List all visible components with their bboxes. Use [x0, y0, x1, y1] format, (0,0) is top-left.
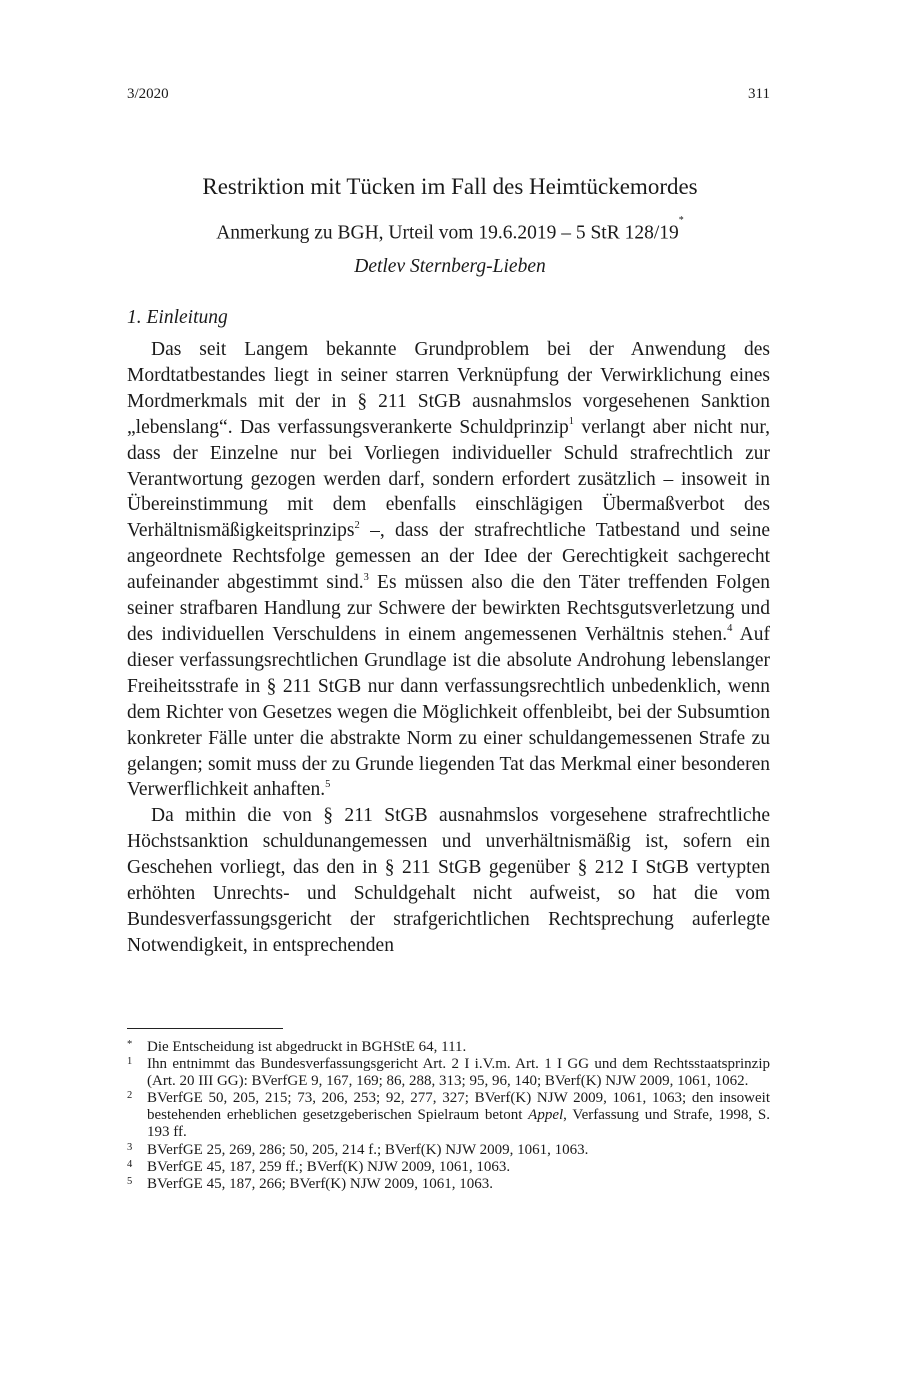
article-title: Restriktion mit Tücken im Fall des Heimtückemordes: [202, 174, 698, 199]
footnote-mark: 1: [127, 1056, 133, 1068]
subtitle-footnote-mark: *: [678, 215, 684, 226]
footnote: [127, 1056, 770, 1090]
footnote-text: Die Entscheidung ist abgedruckt in BGHStE 64, 111.: [147, 1039, 467, 1055]
author-name: Detlev Sternberg-Lieben: [354, 256, 546, 277]
running-head: [127, 86, 770, 106]
footnote-text: BVerfGE 45, 187, 266; BVerf(K) NJW 2009, 1061, 1063.: [147, 1175, 493, 1192]
footnote-text: BVerfGE 45, 187, 259 ff.; BVerf(K) NJW 2009, 1061, 1063.: [147, 1158, 511, 1175]
footnote: [127, 1176, 770, 1193]
p1-segment: verlangt aber nicht nur, dass der Einzelne nur bei Vorliegen individueller Schuld strafrechtlich zur Verantwortung gezogen werden darf, sondern erfordert zusätzlich – insoweit in Übereinstimmung mit dem ebenfalls einschlägigen Übermaßverbot des Verhältnismäßigkeitsprinzips: [127, 416, 770, 542]
page-number: 311: [748, 86, 770, 102]
p1-segment: –, dass der strafrechtliche Tatbestand und seine angeordnete Rechtsfolge gemessen an der Idee der Gerechtigkeit sachgerecht aufeinander abgestimmt sind.: [127, 520, 770, 594]
footnote-mark: 4: [127, 1158, 133, 1170]
footnote: [127, 1039, 770, 1056]
p1-segment: Auf dieser verfassungsrechtlichen Grundlage ist die absolute Androhung lebenslanger Freiheitsstrafe in § 211 StGB nur dann verfassungsrechtlich unbedenklich, wenn dem Richter von Gesetzes wegen die Möglichkeit offenbleibt, bei der Subsumtion konkreter Fälle unter die abstrakte Norm zu einer schuldangemessenen Strafe zu gelangen; somit muss der zu Grunde liegenden Tat das Merkmal einer besonderen Verwerflichkeit anhaften.: [127, 623, 771, 801]
article-subtitle: [100, 216, 800, 247]
footnote-text: Ihn entnimmt das Bundesverfassungsgericht Art. 2 I i.V.m. Art. 1 I GG und dem Rechtsstaatsprinzip (Art. 20 III GG): BVerfGE 9, 167, 169; 86, 288, 313; 95, 96, 140; BVerf(K) NJW 2009, 1061, 1062.: [147, 1056, 770, 1090]
paragraph-1: [127, 337, 770, 803]
footnote-text: , Verfassung und Strafe, 1998, S. 193 ff.: [147, 1107, 770, 1141]
footnote-rule: [127, 1028, 283, 1029]
section-heading: 1. Einleitung: [127, 307, 228, 328]
footnote-ref-2: 2: [354, 519, 360, 531]
footnote-mark: 5: [127, 1175, 133, 1187]
issue-number: 3/2020: [127, 86, 169, 102]
footnote-text: BVerfGE 25, 269, 286; 50, 205, 214 f.; BVerf(K) NJW 2009, 1061, 1063.: [147, 1141, 589, 1158]
footnote-ref-4: 4: [727, 623, 733, 635]
paragraph-2: Da mithin die von § 211 StGB ausnahmslos vorgesehene strafrechtliche Höchstsanktion schuldunangemessen und unverhältnismäßig ist, sofern ein Geschehen vorliegt, das den in § 211 StGB gegenüber § 212 I StGB vertypten erhöhten Unrechts- und Schuldgehalt nicht aufweist, so hat die vom Bundesverfassungsgericht der strafgerichtlichen Rechtsprechung auferlegte Notwendigkeit, in entsprechenden: [127, 805, 770, 956]
subtitle-text: Anmerkung zu BGH, Urteil vom 19.6.2019 – 5 StR 128/19: [216, 222, 679, 244]
footnote-ref-5: 5: [325, 778, 331, 790]
footnote: [127, 1090, 770, 1141]
footnote-text: BVerfGE 50, 205, 215; 73, 206, 253; 92, 277, 327; BVerf(K) NJW 2009, 1061, 1063; den insoweit bestehenden erheblichen gesetzgeberischen Spielraum betont: [147, 1090, 770, 1124]
footnotes: [127, 1039, 770, 1193]
p1-segment: Das seit Langem bekannte Grundproblem bei der Anwendung des Mordtatbestandes liegt in seiner starren Verknüpfung der Verwirklichung eines Mordmerkmals mit der in § 211 StGB ausnahmslos vorgesehenen Sanktion „lebenslang“. Das verfassungsverankerte Schuldprinzip: [127, 339, 770, 438]
footnote-mark: *: [127, 1039, 133, 1050]
footnote: [127, 1159, 770, 1176]
footnote-mark: 2: [127, 1090, 133, 1102]
footnote-ref-3: 3: [363, 571, 369, 583]
footnote: [127, 1142, 770, 1159]
body-text: [127, 337, 770, 959]
footnote-mark: 3: [127, 1141, 133, 1153]
footnote-ref-1: 1: [568, 416, 574, 428]
p1-segment: Es müssen also die den Täter treffenden Folgen seiner strafbaren Handlung zur Schwere der bewirkten Rechtsgutsverletzung und des individuellen Verschuldens in einem angemessenen Verhältnis stehen.: [127, 572, 770, 645]
footnote-author-italic: Appel: [528, 1107, 564, 1124]
